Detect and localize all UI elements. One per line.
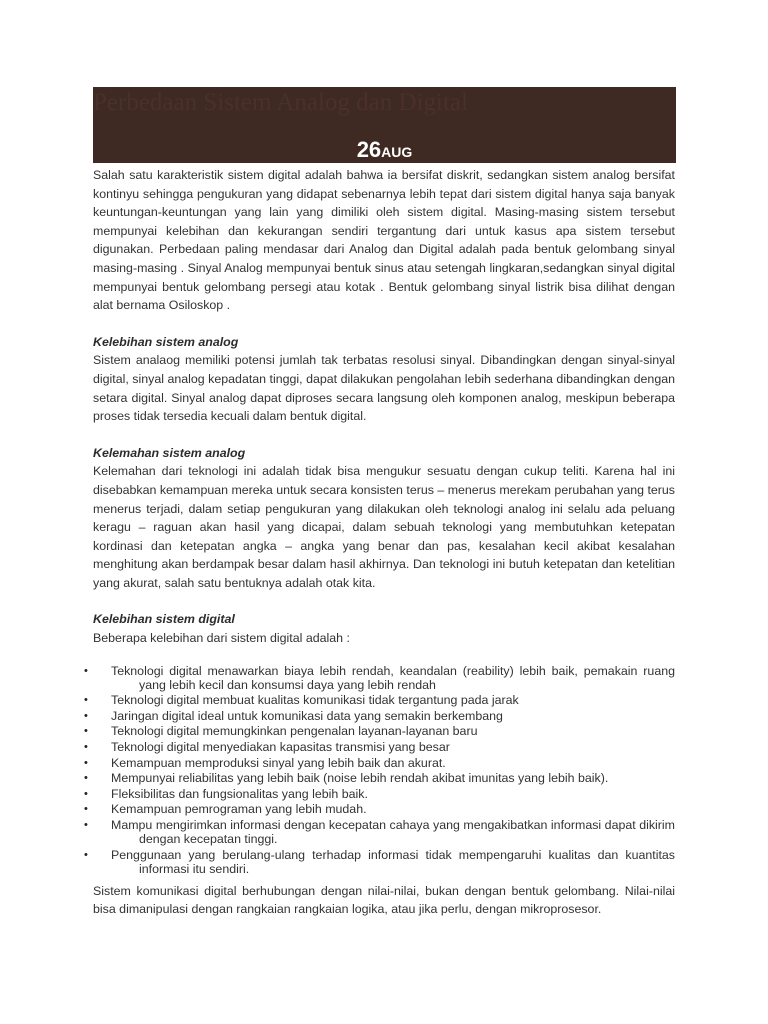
bullet-icon: • (84, 819, 88, 831)
section-body-kelebihan-analog: Sistem analaog memiliki potensi jumlah tak terbatas resolusi sinyal. Dibandingkan dengan sinyal-sinyal digital, sinyal analog kepadatan tinggi, dapat dilakukan pengolahan lebih sederhana dibandingkan dengan setara digital. Sinyal analog dapat diproses secara langsung oleh komponen analog, meskipun beberapa proses tidak tersedia kecuali dalam bentuk digital. (93, 353, 675, 424)
bullet-icon: • (84, 694, 88, 707)
list-item-text: Kemampuan pemrograman yang lebih mudah. (111, 802, 367, 817)
section-body-kelebihan-digital: Beberapa kelebihan dari sistem digital adalah : (93, 631, 350, 646)
section-title-kelemahan-analog: Kelemahan sistem analog (93, 445, 246, 460)
list-item-text: Jaringan digital ideal untuk komunikasi data yang semakin berkembang (111, 708, 503, 723)
list-item-text: Teknologi digital menyediakan kapasitas transmisi yang besar (111, 740, 450, 755)
digital-advantages-list (84, 663, 675, 876)
list-item (84, 708, 675, 723)
closing-paragraph: Sistem komunikasi digital berhubungan dengan nilai-nilai, bukan dengan bentuk gelombang. Nilai-nilai bisa dimanipulasi dengan rangkaian rangkaian logika, atau jika perlu, dengan mikroprosesor. (93, 883, 675, 917)
list-item-text: Teknologi digital menawarkan biaya lebih rendah, keandalan (reability) lebih baik, pemakain ruang yang lebih kecil dan konsumsi daya yang lebih rendah (111, 663, 675, 692)
list-item (84, 755, 675, 770)
list-item-text: Mampu mengirimkan informasi dengan kecepatan cahaya yang mengakibatkan informasi dapat dikirim dengan kecepatan tinggi. (111, 818, 675, 846)
bullet-icon: • (84, 772, 88, 785)
section-title-kelebihan-analog: Kelebihan sistem analog (93, 334, 239, 349)
list-item (84, 847, 675, 876)
bullet-icon: • (84, 741, 88, 754)
post-body (84, 166, 675, 919)
list-item-text: Kemampuan memproduksi sinyal yang lebih baik dan akurat. (111, 755, 446, 770)
bullet-icon: • (84, 664, 88, 677)
post-date-month: AUG (381, 144, 413, 160)
post-title: Perbedaan Sistem Analog dan Digital (93, 89, 468, 116)
list-item-text: Teknologi digital memungkinkan pengenalan layanan-layanan baru (111, 724, 478, 739)
list-item-text: Penggunaan yang berulang-ulang terhadap informasi tidak mempengaruhi kualitas dan kuantitas informasi itu sendiri. (111, 847, 675, 876)
list-item (84, 786, 675, 801)
section-body-kelemahan-analog: Kelemahan dari teknologi ini adalah tidak bisa mengukur sesuatu dengan cukup teliti. Karena hal ini disebabkan kemampuan mereka untuk secara konsisten terus – menerus merekam perubahan yang terus menerus terjadi, dalam setiap pengukuran yang dilakukan oleh teknologi analog ini selalu ada peluang keragu – raguan akan hasil yang dicapai, dalam sebuah teknologi yang membutuhkan ketepatan kordinasi dan ketepatan angka – angka yang benar dan pas, kesalahan kecil akibat kesalahan menghitung akan berdampak besar dalam hasil akhirnya. Dan teknologi ini butuh ketepatan dan ketelitian yang akurat, salah satu bentuknya adalah otak kita. (93, 464, 675, 590)
bullet-icon: • (84, 725, 88, 738)
list-item (84, 818, 675, 846)
post-header (93, 87, 676, 163)
section-title-kelebihan-digital: Kelebihan sistem digital (93, 612, 235, 627)
list-item (84, 802, 675, 817)
post-date (93, 137, 676, 163)
list-item (84, 663, 675, 692)
bullet-icon: • (84, 787, 88, 800)
bullet-icon: • (84, 803, 88, 816)
list-item (84, 771, 675, 786)
list-item (84, 693, 675, 708)
list-item (84, 740, 675, 755)
bullet-icon: • (84, 709, 88, 722)
list-item-text: Mempunyai reliabilitas yang lebih baik (noise lebih rendah akibat imunitas yang lebih baik). (111, 771, 609, 786)
intro-paragraph: Salah satu karakteristik sistem digital adalah bahwa ia bersifat diskrit, sedangkan sistem analog bersifat kontinyu sehingga pengukuran yang didapat sebenarnya lebih tepat dari sistem digital hanya saja banyak keuntungan-keuntungan yang lain yang dimiliki oleh sistem digital. Masing-masing sistem tersebut mempunyai kelebihan dan kekurangan sendiri tergantung dari untuk kasus apa sistem tersebut digunakan. Perbedaan paling mendasar dari Analog dan Digital adalah pada bentuk gelombang sinyal masing-masing . Sinyal Analog mempunyai bentuk sinus atau setengah lingkaran,sedangkan sinyal digital mempunyai bentuk gelombang persegi atau kotak . Bentuk gelombang sinyal listrik bisa dilihat dengan alat bernama Osiloskop . (93, 168, 675, 313)
list-item (84, 724, 675, 739)
bullet-icon: • (84, 848, 88, 861)
list-item-text: Fleksibilitas dan fungsionalitas yang lebih baik. (111, 786, 368, 801)
post-date-day: 26 (356, 137, 382, 162)
list-item-text: Teknologi digital membuat kualitas komunikasi tidak tergantung pada jarak (111, 693, 519, 708)
bullet-icon: • (84, 756, 88, 769)
